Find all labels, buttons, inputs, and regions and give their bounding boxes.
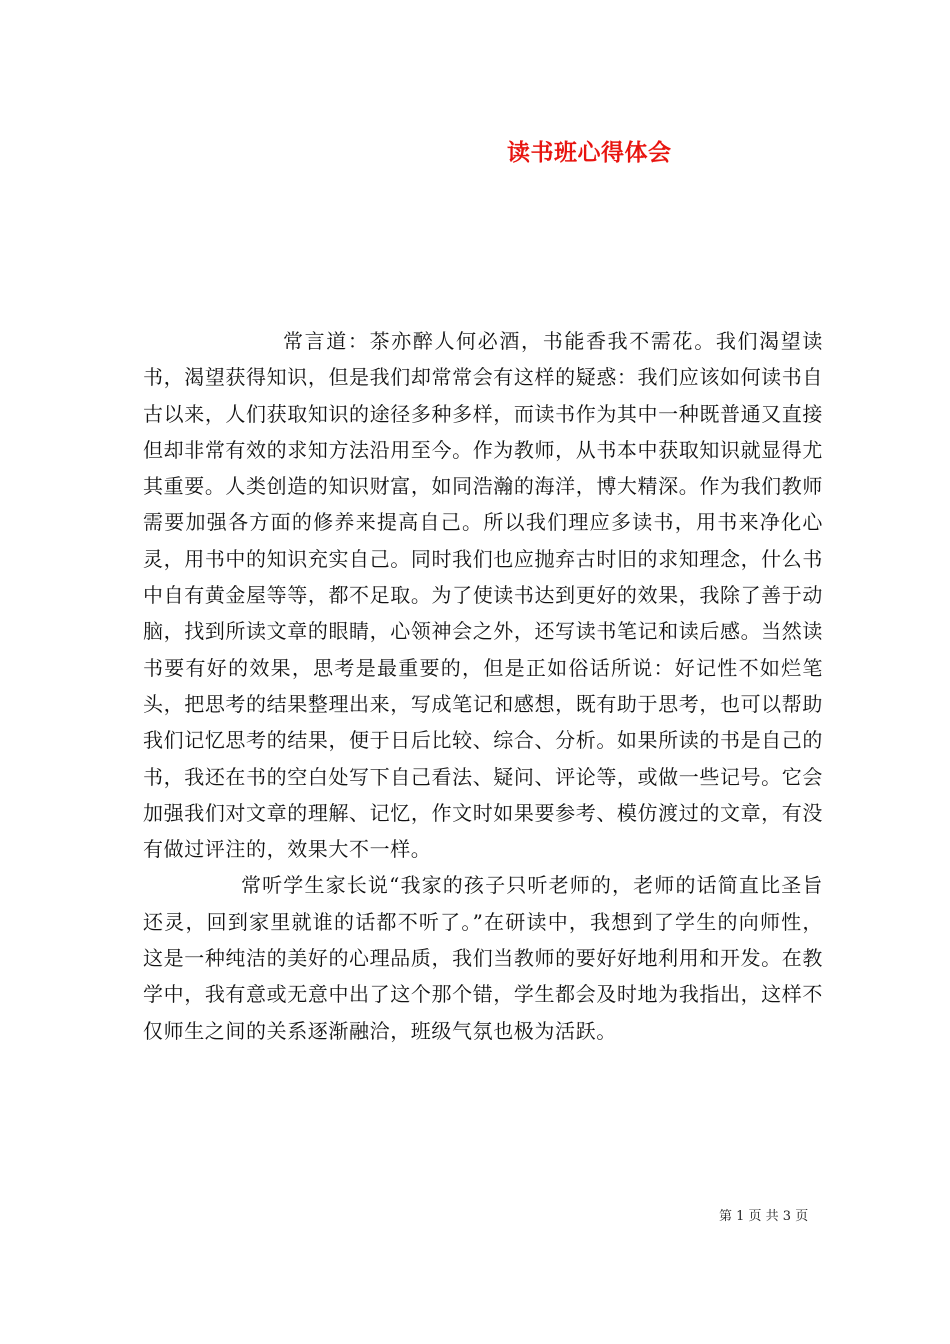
page-footer: 第 1 页 共 3 页: [719, 1209, 809, 1224]
document-title: 读书班心得体会: [507, 139, 672, 166]
body-paragraph-2: 常听学生家长说“我家的孩子只听老师的，老师的话简直比圣旨还灵，回到家里就谁的话都不听了。”在研读中，我想到了学生的向师性，这是一种纯洁的美好的心理品质，我们当教师的要好好地利用和开发。在教学中，我有意或无意中出了这个那个错，学生都会及时地为我指出，这样不仅师生之间的关系逐渐融洽，班级气氛也极为活跃。: [143, 873, 823, 1043]
document-body: [143, 323, 823, 1049]
body-paragraph-1: 常言道：茶亦醉人何必酒，书能香我不需花。我们渴望读书，渴望获得知识，但是我们却常常会有这样的疑惑：我们应该如何读书自古以来，人们获取知识的途径多种多样，而读书作为其中一种既普通又直接但却非常有效的求知方法沿用至今。作为教师，从书本中获取知识就显得尤其重要。人类创造的知识财富，如同浩瀚的海洋，博大精深。作为我们教师需要加强各方面的修养来提高自己。所以我们理应多读书，用书来净化心灵，用书中的知识充实自己。同时我们也应抛弃古时旧的求知理念，什么书中自有黄金屋等等，都不足取。为了使读书达到更好的效果，我除了善于动脑，找到所读文章的眼睛，心领神会之外，还写读书笔记和读后感。当然读书要有好的效果，思考是最重要的，但是正如俗话所说：好记性不如烂笔头，把思考的结果整理出来，写成笔记和感想，既有助于思考，也可以帮助我们记忆思考的结果，便于日后比较、综合、分析。如果所读的书是自己的书，我还在书的空白处写下自己看法、疑问、评论等，或做一些记号。它会加强我们对文章的理解、记忆，作文时如果要参考、模仿渡过的文章，有没有做过评注的，效果大不一样。: [143, 329, 823, 862]
